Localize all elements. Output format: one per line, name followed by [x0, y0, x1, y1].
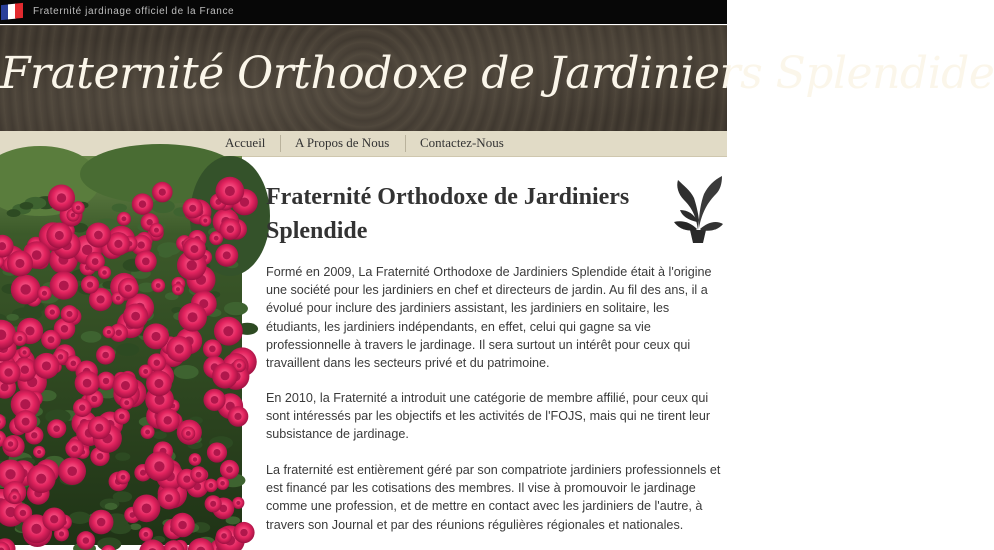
france-flag-icon: [1, 3, 23, 20]
potted-plant-icon: [672, 172, 724, 244]
intro-paragraph: Formé en 2009, La Fraternité Orthodoxe de Jardiniers Splendide était à l'origine une société pour les jardiniers en chef et directeurs de jardin. Au fil des ans, il a évolué pour inclure des jardiniers assistant, les jardiniers en solitaire, les étudiants, les jardiniers indépendants, en effet, celui qui gagne sa vie professionnelle à travers le jardinage. Il sera surtout un intérêt pour ceux qui travaillent dans les secteurs privé et du patrimoine.: [266, 263, 726, 372]
red-roses-photo: [0, 156, 242, 545]
roses-illustration: [0, 156, 242, 545]
nav-item-accueil[interactable]: Accueil: [225, 135, 265, 151]
nav-item-contact[interactable]: Contactez-Nous: [420, 135, 504, 151]
header-banner: [0, 25, 727, 132]
page-title: Fraternité Orthodoxe de Jardiniers Splendide: [266, 180, 666, 248]
nav-divider: [280, 135, 281, 152]
funding-paragraph: La fraternité est entièrement géré par son compatriote jardiniers professionnels et est financé par les cotisations des membres. Il vise à promouvoir le jardinage comme une profession, et de mettre en contact avec les jardiniers de l'autre, à travers son Journal et par des réunions régulières régionales et nationales.: [266, 461, 726, 534]
top-bar: [0, 0, 727, 24]
affiliate-paragraph: En 2010, la Fraternité a introduit une catégorie de membre affilié, pour ceux qui sont intéressés par les objectifs et les activités de l'FOJS, mais qui ne tirent leur subsistance de jardinage.: [266, 389, 726, 444]
site-tagline: Fraternité jardinage officiel de la France: [33, 6, 234, 17]
nav-divider: [405, 135, 406, 152]
nav-item-a-propos[interactable]: A Propos de Nous: [295, 135, 389, 151]
site-logo-title[interactable]: Fraternité Orthodoxe de Jardiniers Splendide: [0, 48, 727, 99]
